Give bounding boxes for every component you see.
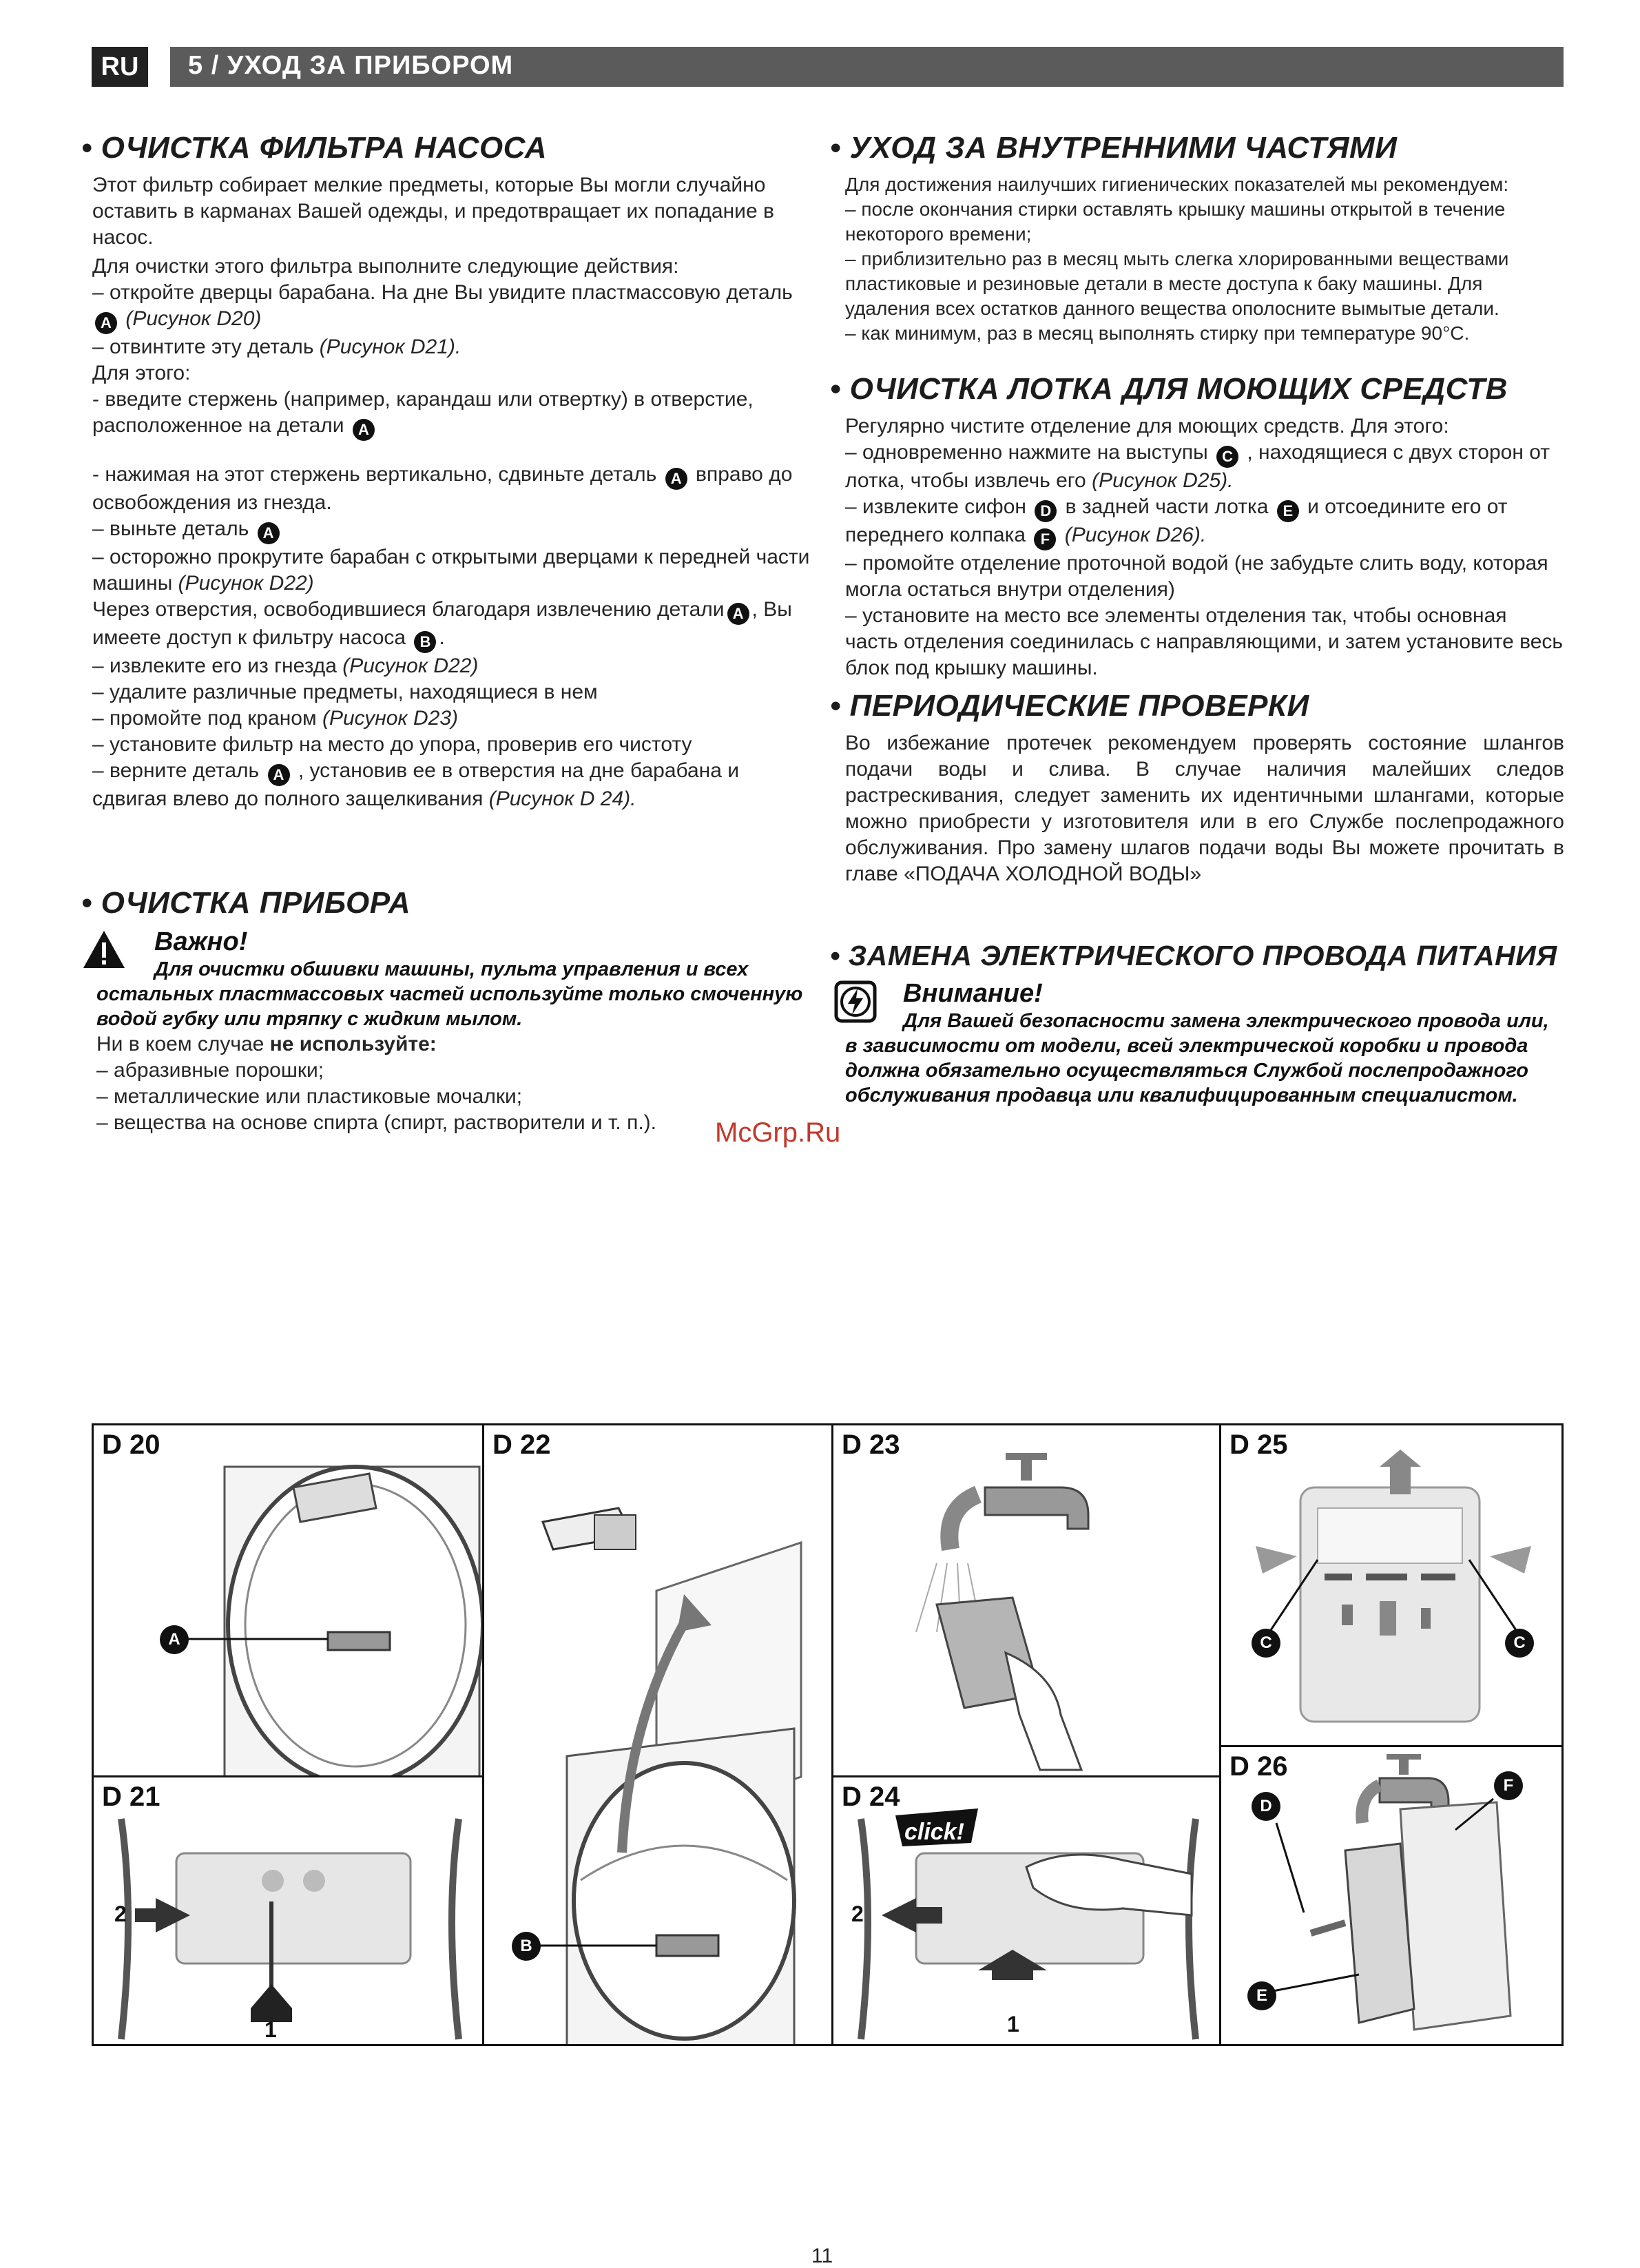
badge-f: F — [1034, 528, 1056, 550]
section-header-bar — [92, 47, 1564, 87]
figure-label: D 26 — [1229, 1751, 1288, 1782]
callout-c-left: C — [1252, 1629, 1280, 1658]
badge-a: A — [95, 312, 117, 334]
washer-drum-illustration — [94, 1425, 484, 1777]
rinsing-filter-illustration — [833, 1425, 1221, 1777]
tray-p3-text3: и отсоедините его от переднего колпака — [845, 495, 1508, 546]
device-warning-title: Важно! — [154, 927, 248, 956]
pump-p5: Для этого: — [92, 362, 191, 384]
figure-label: D 21 — [102, 1782, 160, 1812]
pump-p7-text2: вправо до освобождения из гнезда. — [92, 463, 793, 514]
figure-d23 — [831, 1423, 1221, 1777]
device-p4: – вещества на основе спирта (спирт, растворители и т. п.). — [96, 1111, 657, 1134]
device-p1-bold: не используйте: — [269, 1033, 437, 1055]
inner-parts-section — [830, 131, 1564, 346]
page-number: 11 — [811, 2245, 833, 2267]
tray-p4: – промойте отделение проточной водой (не забудьте слить воду, которая могла остаться внутри отделения) — [845, 552, 1548, 601]
language-badge: RU — [92, 47, 148, 87]
callout-f: F — [1494, 1771, 1523, 1800]
figure-label: D 24 — [842, 1782, 900, 1812]
pump-filter-section — [81, 131, 811, 812]
pump-p6 — [92, 386, 811, 441]
pump-p13-text: – промойте под краном — [92, 707, 317, 730]
tray-p2-text2: , находящиеся с двух сторон от лотка, чтобы извлечь его — [845, 441, 1550, 492]
pump-p4 — [92, 334, 811, 360]
figure-label: D 25 — [1229, 1430, 1288, 1460]
pump-p15 — [92, 758, 811, 812]
tray-p3-text2: в задней части лотка — [1065, 495, 1269, 518]
tray-p1: Регулярно чистите отделение для моющих средств. Для этого: — [845, 415, 1449, 437]
power-cord-section — [830, 940, 1564, 1108]
pump-p9 — [92, 544, 811, 597]
pump-p9-ref: (Рисунок D22) — [178, 572, 314, 595]
pump-p11-text: – извлеките его из гнезда — [92, 654, 337, 677]
badge-a: A — [258, 522, 280, 544]
inner-parts-title: • УХОД ЗА ВНУТРЕННИМИ ЧАСТЯМИ — [830, 131, 1398, 165]
figure-d26 — [1219, 1745, 1564, 2046]
device-cleaning-section — [81, 886, 811, 1136]
warning-triangle-icon — [81, 929, 127, 970]
badge-b: B — [414, 631, 436, 653]
callout-b: B — [512, 1932, 541, 1961]
inner-p2: – после окончания стирки оставлять крышку машины открытой в течение некоторого времени; — [845, 198, 1506, 245]
tray-p3-text: – извлеките сифон — [845, 495, 1026, 518]
device-p1-text: Ни в коем случае — [96, 1033, 264, 1055]
header-gap — [148, 47, 170, 87]
cord-warning-body: Для Вашей безопасности замена электрического провода или, в зависимости от модели, всей электрической коробки и провода должна обязательно осуществляться Службой послепродажного обслуживания продавца или квалифицированным специалистом. — [845, 1010, 1549, 1106]
pump-p3-text: – откройте дверцы барабана. На дне Вы увидите пластмассовую деталь — [92, 281, 793, 304]
badge-a: A — [665, 468, 687, 490]
badge-c: C — [1216, 446, 1238, 468]
inner-p4: – как минимум, раз в месяц выполнять стирку при температуре 90°С. — [845, 322, 1470, 344]
pump-p3 — [92, 280, 811, 334]
pump-p15-ref: (Рисунок D 24). — [488, 787, 636, 810]
pump-filter-title: • ОЧИСТКА ФИЛЬТРА НАСОСА — [81, 131, 548, 165]
power-cord-title: • ЗАМЕНА ЭЛЕКТРИЧЕСКОГО ПРОВОДА ПИТАНИЯ — [830, 940, 1557, 971]
pump-p15-text2: , установив ее в отверстия на дне барабана и сдвигая влево до полного защелкивания — [92, 759, 740, 810]
tray-p2 — [845, 440, 1564, 494]
pump-p1: Этот фильтр собирает мелкие предметы, которые Вы могли случайно оставить в карманах Вашей одежды, и предотвращает их попадание в насос. — [92, 174, 774, 249]
pump-p10-text2: , Вы имеете доступ к фильтру насоса — [92, 598, 792, 649]
figure-label: D 23 — [842, 1430, 900, 1460]
figure-d20 — [92, 1423, 484, 1777]
badge-a: A — [268, 764, 290, 786]
inner-p3: – приблизительно раз в месяц мыть слегка хлорированными веществами пластиковые и резиновые детали в месте доступа к баку машины. Для удаления всех остатков данного вещества ополосните вымытые детали. — [845, 248, 1509, 319]
device-warning-body: Для очистки обшивки машины, пульта управления и всех остальных пластмассовых частей используйте только смоченную водой губку или тряпку с жидким мылом. — [96, 958, 803, 1030]
callout-d: D — [1252, 1792, 1280, 1821]
pump-p15-text: – верните деталь — [92, 759, 260, 782]
inner-p1: Для достижения наилучших гигиенических показателей мы рекомендуем: — [845, 174, 1509, 195]
pump-p4-ref: (Рисунок D21). — [319, 336, 461, 358]
tray-p3 — [845, 494, 1564, 550]
pump-p8 — [92, 516, 811, 544]
pump-p13 — [92, 705, 811, 732]
pump-p6-text: - введите стержень (например, карандаш или отвертку) в отверстие, расположенное на детали — [92, 388, 754, 437]
device-p3: – металлические или пластиковые мочалки; — [96, 1085, 523, 1108]
section-title: 5 / УХОД ЗА ПРИБОРОМ — [188, 51, 514, 80]
callout-c-right: C — [1505, 1629, 1534, 1658]
detergent-tray-section — [830, 372, 1564, 681]
figure-d25 — [1219, 1423, 1564, 1747]
pump-p14: – установите фильтр на место до упора, проверив его чистоту — [92, 733, 692, 756]
step-1-label: 1 — [1007, 2012, 1019, 2037]
pump-p10: Через отверстия, освободившиеся благодаря извлечению детали A , Вы имеете доступ к фильтру насоса B . — [92, 597, 811, 653]
device-p1 — [96, 1031, 811, 1058]
figure-d21 — [92, 1775, 484, 2046]
electric-hazard-icon — [834, 980, 877, 1023]
badge-a: A — [727, 603, 749, 625]
step-2-label: 2 — [114, 1901, 127, 1926]
pump-p12: – удалите различные предметы, находящиеся в нем — [92, 681, 598, 703]
pump-p9-text: – осторожно прокрутите барабан с открытыми дверцами к передней части машины — [92, 546, 810, 595]
tray-p5: – установите на место все элементы отделения так, чтобы основная часть отделения соединилась с направляющими, и затем установите весь блок под крышку машины. — [845, 604, 1564, 679]
callout-e: E — [1247, 1981, 1276, 2010]
figure-d24 — [831, 1775, 1221, 2046]
badge-d: D — [1035, 500, 1057, 522]
pump-p11 — [92, 653, 811, 679]
badge-a: A — [353, 419, 375, 441]
periodic-checks-section — [830, 689, 1564, 887]
filter-reinstall-illustration — [833, 1777, 1221, 2046]
callout-a: A — [160, 1625, 189, 1654]
pump-p13-ref: (Рисунок D23) — [322, 707, 459, 730]
pump-p2: Для очистки этого фильтра выполните следующие действия: — [92, 255, 679, 278]
figure-d22 — [482, 1423, 833, 2046]
step-2-label: 2 — [851, 1901, 864, 1926]
checks-p1: Во избежание протечек рекомендуем проверять состояние шлангов подачи воды и слива. В случае наличия малейших следов растрескивания, следует заменить их идентичными шлангами, которые можно приобрести у изготовителя или в его Службе послепродажного обслуживания. Про замену шлагов подачи воды Вы можете прочитать в главе «ПОДАЧА ХОЛОДНОЙ ВОДЫ» — [845, 732, 1564, 885]
filter-removal-illustration — [94, 1777, 484, 2046]
tray-p2-text: – одновременно нажмите на выступы — [845, 441, 1208, 464]
tray-p2-ref: (Рисунок D25). — [1092, 469, 1234, 492]
pump-p4-text: – отвинтите эту деталь — [92, 336, 314, 358]
periodic-checks-title: • ПЕРИОДИЧЕСКИЕ ПРОВЕРКИ — [830, 689, 1309, 723]
tray-p3-ref: (Рисунок D26). — [1064, 524, 1207, 546]
step-1-label: 1 — [264, 2017, 277, 2042]
pump-p3-ref: (Рисунок D20) — [125, 307, 262, 330]
detergent-tray-title: • ОЧИСТКА ЛОТКА ДЛЯ МОЮЩИХ СРЕДСТВ — [830, 372, 1508, 406]
pump-p7 — [92, 462, 811, 516]
watermark: McGrp.Ru — [715, 1117, 841, 1148]
badge-e: E — [1277, 500, 1299, 522]
detergent-tray-illustration — [1221, 1425, 1564, 1747]
device-cleaning-title: • ОЧИСТКА ПРИБОРА — [81, 886, 411, 920]
click-label: click! — [904, 1819, 964, 1845]
device-p2: – абразивные порошки; — [96, 1059, 324, 1082]
pump-p11-ref: (Рисунок D22) — [342, 654, 479, 677]
figure-label: D 22 — [492, 1430, 551, 1460]
pump-p7-text: - нажимая на этот стержень вертикально, сдвиньте деталь — [92, 463, 657, 486]
figure-label: D 20 — [102, 1430, 160, 1460]
pump-p8-text: – выньте деталь — [92, 517, 249, 540]
cord-warning-title: Внимание! — [903, 979, 1043, 1008]
pump-p10-text: Через отверстия, освободившиеся благодаря извлечению детали — [92, 598, 725, 621]
